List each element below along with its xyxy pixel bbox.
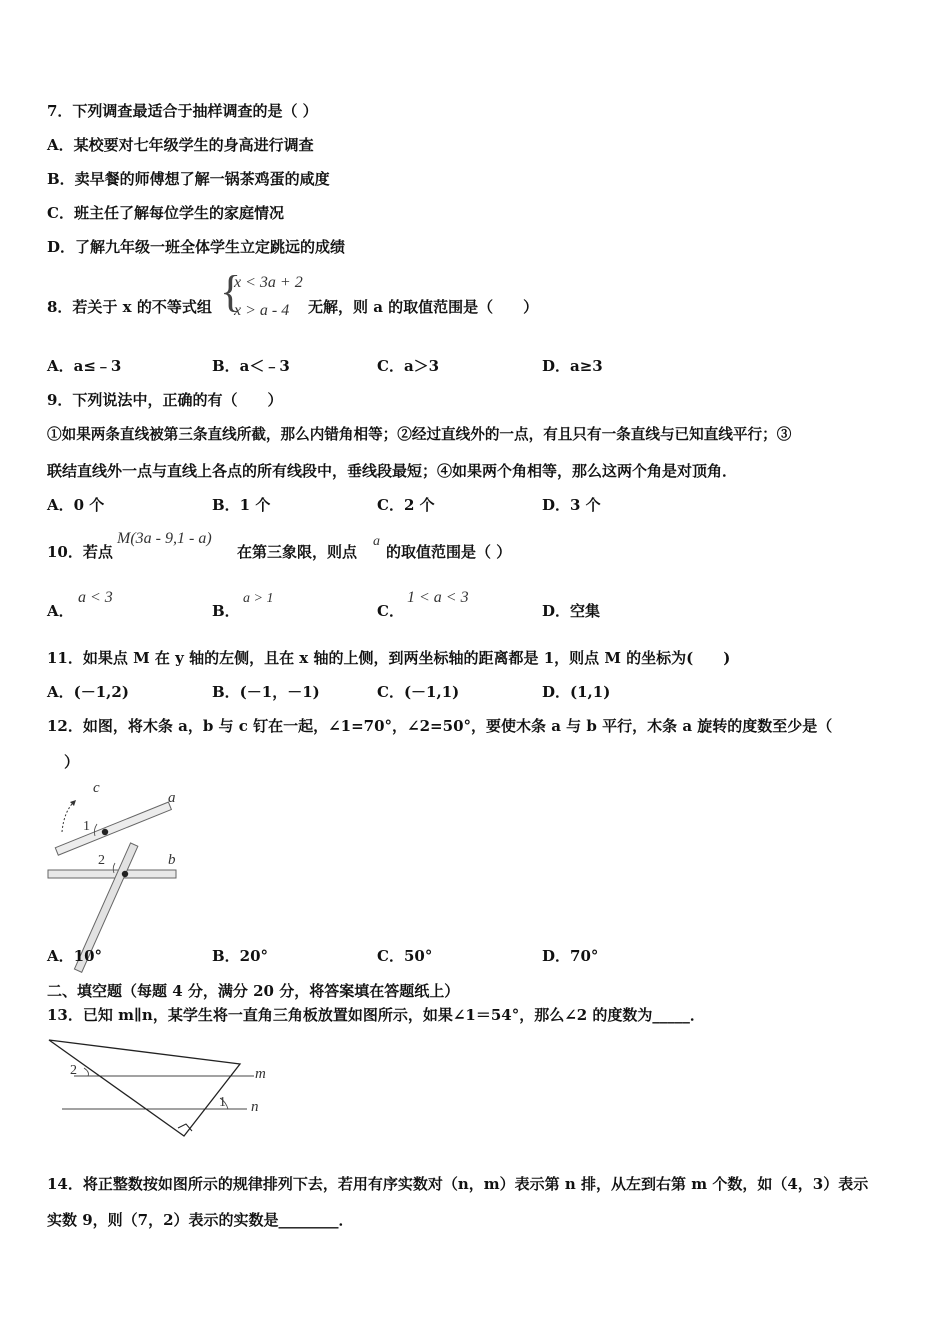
q8-option-a: A．a≤﹣3 <box>47 357 122 375</box>
q10-suffix: 的取值范围是（ ） <box>386 543 512 561</box>
label-n: n <box>251 1099 259 1115</box>
q11-option-d: D．(1,1) <box>542 683 611 701</box>
q7-option-d: D．了解九年级一班全体学生立定跳远的成绩 <box>47 238 346 256</box>
label-angle-1: 1 <box>83 819 90 834</box>
nail-lower <box>122 871 128 877</box>
q12-option-c: C．50° <box>377 947 433 965</box>
q12-figure <box>40 780 190 915</box>
label-m: m <box>255 1066 266 1082</box>
q7-option-b: B．卖早餐的师傅想了解一锅茶鸡蛋的咸度 <box>47 170 330 188</box>
q9-stem: 9．下列说法中，正确的有（ ） <box>47 391 283 409</box>
q8-suffix: 无解，则 a 的取值范围是（ ） <box>308 298 539 316</box>
q13-figure <box>44 1036 284 1140</box>
stick-b <box>48 870 176 878</box>
q9-statements-line2: 联结直线外一点与直线上各点的所有线段中，垂线段最短；④如果两个角相等，那么这两个角是对顶角． <box>47 462 738 480</box>
q8-prefix: 8．若关于 x 的不等式组 <box>47 298 212 316</box>
q11-option-c: C．(－1,1) <box>377 683 460 701</box>
q9-option-c: C．2 个 <box>377 496 435 514</box>
q8-option-b: B．a＜﹣3 <box>212 357 290 375</box>
q10-option-d: D．空集 <box>542 602 601 620</box>
q11-option-a: A．(－1,2) <box>47 683 129 701</box>
q9-option-b: B．1 个 <box>212 496 271 514</box>
q10-prefix: 10．若点 <box>47 543 113 561</box>
q12-option-a: A．10° <box>47 947 103 965</box>
label-angle-2: 2 <box>98 853 105 868</box>
q10-var-a: a <box>373 534 380 549</box>
q10-option-b-math: a > 1 <box>243 591 274 606</box>
label-c: c <box>93 780 100 796</box>
q14-line2: 实数 9，则（7，2）表示的实数是________． <box>47 1211 354 1229</box>
q9-option-a: A．0 个 <box>47 496 105 514</box>
q13-stem: 13．已知 m∥n，某学生将一直角三角板放置如图所示，如果∠1＝54°，那么∠2 的度数为_____． <box>47 1006 705 1024</box>
q10-option-c-math: 1 < a < 3 <box>407 589 469 606</box>
q10-option-a-label: A． <box>47 602 74 620</box>
q7-option-a: A．某校要对七年级学生的身高进行调查 <box>47 136 314 154</box>
q10-point-m: M(3a - 9,1 - a) <box>117 530 212 547</box>
label-angle-2: 2 <box>70 1063 77 1078</box>
label-angle-1: 1 <box>219 1095 226 1110</box>
q12-stem: 12．如图，将木条 a，b 与 c 钉在一起，∠1=70°，∠2=50°，要使木条 a 与 b 平行，木条 a 旋转的度数至少是（ <box>47 717 833 735</box>
q9-option-d: D．3 个 <box>542 496 601 514</box>
q11-stem: 11．如果点 M 在 y 轴的左侧，且在 x 轴的上侧，到两坐标轴的距离都是 1，则点 M 的坐标为( ) <box>47 649 731 667</box>
q10-option-a-math: a < 3 <box>78 589 113 606</box>
q12-stem-end: ） <box>64 753 80 771</box>
q8-brace: { <box>220 267 242 316</box>
label-b: b <box>168 852 176 868</box>
q10-middle: 在第三象限，则点 <box>237 543 358 561</box>
label-a: a <box>168 790 176 806</box>
q7-option-c: C．班主任了解每位学生的家庭情况 <box>47 204 284 222</box>
q8-option-d: D．a≥3 <box>542 357 603 375</box>
q8-option-c: C．a＞3 <box>377 357 440 375</box>
q10-option-c-label: C． <box>377 602 404 620</box>
q12-option-d: D．70° <box>542 947 599 965</box>
q9-statements-line1: ①如果两条直线被第三条直线所截，那么内错角相等；②经过直线外的一点，有且只有一条直线与已知直线平行；③ <box>47 426 792 443</box>
section-2-heading: 二、填空题（每题 4 分，满分 20 分，将答案填在答题纸上） <box>47 982 460 1000</box>
q10-option-b-label: B． <box>212 602 240 620</box>
nail-upper <box>102 829 108 835</box>
q11-option-b: B．(－1，－1) <box>212 683 320 701</box>
q7-stem: 7．下列调查最适合于抽样调查的是（ ） <box>47 102 318 120</box>
q8-inequality-2: x > a - 4 <box>234 302 290 319</box>
right-triangle <box>49 1040 240 1136</box>
q8-inequality-1: x < 3a + 2 <box>234 274 303 291</box>
q14-line1: 14．将正整数按如图所示的规律排列下去，若用有序实数对（n，m）表示第 n 排，从左到右第 m 个数，如（4，3）表示 <box>47 1175 869 1193</box>
q12-option-b: B．20° <box>212 947 269 965</box>
stick-a <box>55 802 171 855</box>
